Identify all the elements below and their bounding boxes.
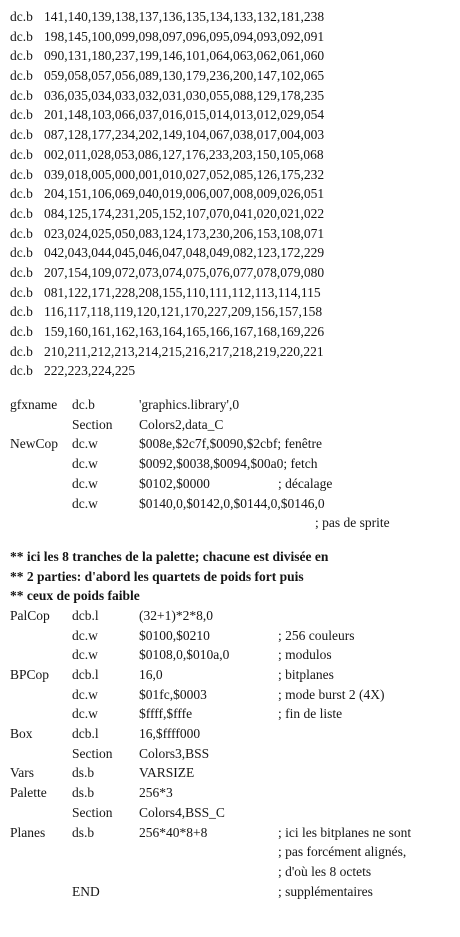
opcode: Section bbox=[72, 745, 113, 761]
code-line bbox=[10, 165, 450, 185]
operand: $01fc,$0003 bbox=[139, 686, 207, 702]
opcode: dc.w bbox=[72, 456, 98, 472]
opcode: dcb.l bbox=[72, 667, 99, 682]
operand: $0140,0,$0142,0,$0144,0,$0146,0 bbox=[139, 495, 325, 511]
opcode: dcb.l bbox=[72, 607, 99, 623]
operand: 039,018,005,000,001,010,027,052,085,126,175,232 bbox=[44, 166, 325, 182]
code-line bbox=[10, 626, 450, 646]
operand: 042,043,044,045,046,047,048,049,082,123,172,229 bbox=[44, 245, 325, 261]
code-line bbox=[10, 685, 450, 705]
operand: $0092,$0038,$0094,$00a0; fetch bbox=[139, 456, 318, 472]
operand: Colors4,BSS_C bbox=[139, 804, 225, 820]
code-line bbox=[10, 606, 450, 626]
blank-line bbox=[10, 533, 450, 547]
label: Palette bbox=[10, 785, 47, 801]
opcode: dc.b bbox=[10, 324, 33, 339]
opcode: dc.w bbox=[72, 647, 98, 663]
code-line bbox=[10, 322, 450, 342]
operand: (32+1)*2*8,0 bbox=[139, 607, 213, 623]
operand: Colors3,BSS bbox=[139, 745, 210, 761]
opcode: Section bbox=[72, 416, 113, 432]
code-line bbox=[10, 66, 450, 86]
bold-comment-line: ** 2 parties: d'abord les quartets de poids fort puis bbox=[10, 568, 304, 584]
comment: ; bitplanes bbox=[278, 667, 334, 682]
code-line bbox=[10, 7, 450, 27]
operand: $008e,$2c7f,$0090,$2cbf; fenêtre bbox=[139, 436, 322, 452]
operand: 256*40*8+8 bbox=[139, 824, 208, 840]
operand: VARSIZE bbox=[139, 765, 195, 781]
opcode: dc.b bbox=[10, 48, 33, 64]
data-section-block bbox=[10, 606, 450, 901]
code-line bbox=[10, 842, 450, 862]
operand: 159,160,161,162,163,164,165,166,167,168,169,226 bbox=[44, 324, 325, 339]
opcode: dc.b bbox=[10, 146, 33, 162]
comment: ; pas de sprite bbox=[315, 515, 390, 531]
operand: $0108,0,$010a,0 bbox=[139, 647, 230, 663]
comment: ; d'où les 8 octets bbox=[278, 863, 372, 879]
label: BPCop bbox=[10, 667, 50, 682]
operand: 090,131,180,237,199,146,101,064,063,062,061,060 bbox=[44, 48, 325, 64]
operand: 081,122,171,228,208,155,110,111,112,113,114,115 bbox=[44, 284, 321, 300]
operand: 036,035,034,033,032,031,030,055,088,129,178,235 bbox=[44, 87, 325, 103]
opcode: Section bbox=[72, 804, 113, 820]
operand: 201,148,103,066,037,016,015,014,013,012,029,054 bbox=[44, 107, 325, 123]
code-line bbox=[10, 86, 450, 106]
palette-comment-block bbox=[10, 547, 450, 606]
opcode: ds.b bbox=[72, 785, 95, 801]
code-line bbox=[10, 783, 450, 803]
code-line bbox=[10, 342, 450, 362]
opcode: dc.b bbox=[10, 28, 33, 44]
opcode: END bbox=[72, 883, 100, 899]
code-line bbox=[10, 454, 450, 474]
code-line bbox=[10, 415, 450, 435]
code-line bbox=[10, 224, 450, 244]
code-line bbox=[10, 145, 450, 165]
comment: ; ici les bitplanes ne sont bbox=[278, 824, 412, 840]
operand: 059,058,057,056,089,130,179,236,200,147,102,065 bbox=[44, 68, 325, 84]
operand: 210,211,212,213,214,215,216,217,218,219,220,221 bbox=[44, 343, 324, 359]
opcode: dc.b bbox=[10, 127, 33, 143]
bold-comment-line: ** ici les 8 tranches de la palette; chacune est divisée en bbox=[10, 548, 329, 564]
opcode: ds.b bbox=[72, 765, 95, 781]
comment: ; supplémentaires bbox=[278, 883, 373, 899]
opcode: dc.w bbox=[72, 627, 98, 643]
comment: ; mode burst 2 (4X) bbox=[278, 686, 385, 702]
operand: $0102,$0000 bbox=[139, 475, 210, 491]
opcode: dc.w bbox=[72, 706, 98, 722]
code-line bbox=[10, 204, 450, 224]
blank-line bbox=[10, 381, 450, 395]
code-line bbox=[10, 263, 450, 283]
code-line bbox=[10, 243, 450, 263]
bold-comment-line: ** ceux de poids faible bbox=[10, 588, 140, 604]
operand: 16,$ffff000 bbox=[139, 726, 201, 742]
code-line bbox=[10, 803, 450, 823]
comment: ; 256 couleurs bbox=[278, 627, 355, 643]
opcode: dc.b bbox=[10, 363, 33, 379]
code-line bbox=[10, 704, 450, 724]
code-line bbox=[10, 46, 450, 66]
opcode: dc.b bbox=[10, 9, 33, 24]
code-line bbox=[10, 395, 450, 415]
opcode: dc.w bbox=[72, 475, 98, 491]
operand: 023,024,025,050,083,124,173,230,206,153,108,071 bbox=[44, 225, 325, 241]
operand: 16,0 bbox=[139, 667, 163, 682]
comment: ; pas forcément alignés, bbox=[278, 844, 407, 860]
operand: 256*3 bbox=[139, 785, 173, 801]
comment: ; décalage bbox=[278, 475, 333, 491]
opcode: dc.b bbox=[10, 186, 33, 202]
opcode: ds.b bbox=[72, 824, 95, 840]
opcode: dc.b bbox=[10, 166, 33, 182]
opcode: dc.b bbox=[10, 304, 33, 320]
opcode: dc.w bbox=[72, 686, 98, 702]
operand: 204,151,106,069,040,019,006,007,008,009,026,051 bbox=[44, 186, 325, 202]
code-line bbox=[10, 434, 450, 454]
opcode: dc.b bbox=[10, 284, 33, 300]
operand: 'graphics.library',0 bbox=[139, 397, 240, 413]
opcode: dc.b bbox=[10, 225, 33, 241]
operand: 002,011,028,053,086,127,176,233,203,150,105,068 bbox=[44, 146, 324, 162]
code-line bbox=[10, 27, 450, 47]
opcode: dc.b bbox=[10, 245, 33, 261]
code-line bbox=[10, 823, 450, 843]
opcode: dc.b bbox=[10, 68, 33, 84]
code-line bbox=[10, 474, 450, 494]
dc-byte-table bbox=[10, 7, 450, 381]
opcode: dcb.l bbox=[72, 726, 99, 742]
operand: Colors2,data_C bbox=[139, 416, 224, 432]
operand: 207,154,109,072,073,074,075,076,077,078,079,080 bbox=[44, 264, 325, 280]
code-line bbox=[10, 882, 450, 902]
opcode: dc.w bbox=[72, 495, 98, 511]
operand: 141,140,139,138,137,136,135,134,133,132,181,238 bbox=[44, 9, 325, 24]
label: NewCop bbox=[10, 436, 58, 452]
copper-list-block bbox=[10, 395, 450, 533]
code-line bbox=[10, 361, 450, 381]
code-line bbox=[10, 724, 450, 744]
opcode: dc.b bbox=[10, 343, 33, 359]
label: gfxname bbox=[10, 397, 58, 413]
code-line bbox=[10, 283, 450, 303]
opcode: dc.b bbox=[10, 264, 33, 280]
opcode: dc.b bbox=[72, 397, 95, 413]
operand: 222,223,224,225 bbox=[44, 363, 136, 379]
label: Planes bbox=[10, 824, 46, 840]
code-line bbox=[10, 494, 450, 514]
operand: 116,117,118,119,120,121,170,227,209,156,157,158 bbox=[44, 304, 323, 320]
operand: $ffff,$fffe bbox=[139, 706, 193, 722]
comment: ; modulos bbox=[278, 647, 332, 663]
operand: 084,125,174,231,205,152,107,070,041,020,021,022 bbox=[44, 205, 325, 221]
code-line bbox=[10, 184, 450, 204]
operand: $0100,$0210 bbox=[139, 627, 210, 643]
operand: 198,145,100,099,098,097,096,095,094,093,092,091 bbox=[44, 28, 325, 44]
label: Vars bbox=[10, 765, 34, 781]
code-line bbox=[10, 302, 450, 322]
comment: ; fin de liste bbox=[278, 706, 343, 722]
code-line bbox=[10, 125, 450, 145]
code-line bbox=[10, 665, 450, 685]
opcode: dc.b bbox=[10, 205, 33, 221]
label: PalCop bbox=[10, 607, 50, 623]
code-line bbox=[10, 744, 450, 764]
code-line bbox=[10, 763, 450, 783]
code-line bbox=[10, 513, 450, 533]
code-line bbox=[10, 105, 450, 125]
code-line bbox=[10, 862, 450, 882]
opcode: dc.b bbox=[10, 107, 33, 123]
label: Box bbox=[10, 726, 33, 742]
opcode: dc.b bbox=[10, 87, 33, 103]
code-line bbox=[10, 645, 450, 665]
opcode: dc.w bbox=[72, 436, 98, 452]
operand: 087,128,177,234,202,149,104,067,038,017,004,003 bbox=[44, 127, 325, 143]
